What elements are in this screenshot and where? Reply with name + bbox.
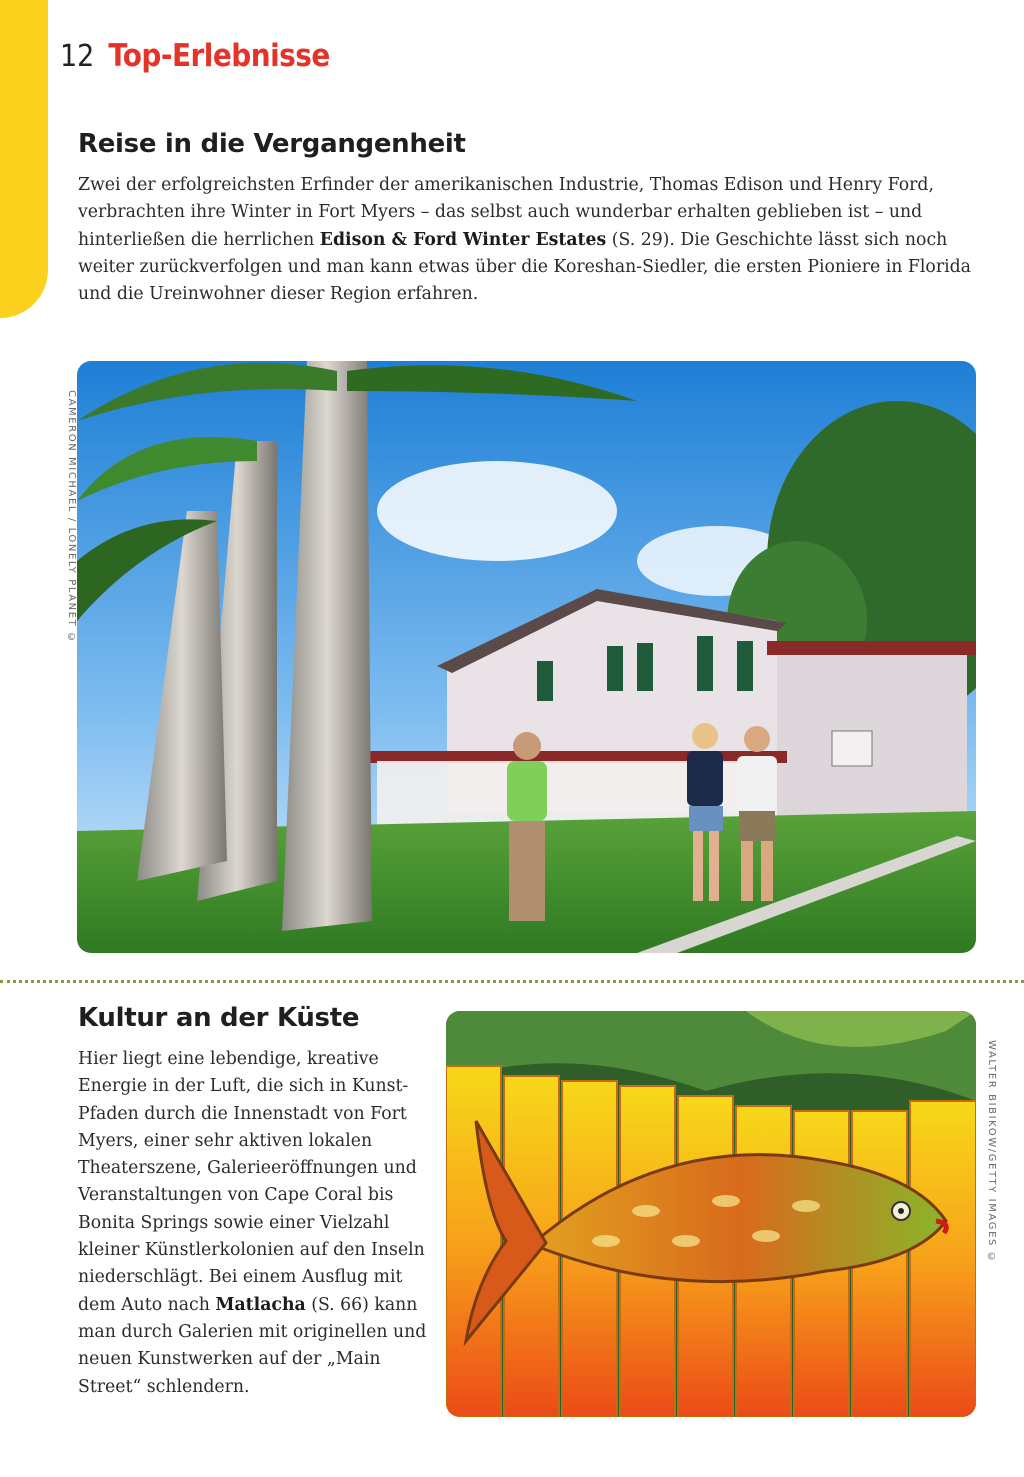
page-header	[60, 38, 330, 74]
section-title: Top-Erlebnisse	[108, 38, 330, 74]
article1-text: Zwei der erfolgreichsten Erfinder der amerikanischen Industrie, Thomas Edison und Henry Ford, verbrachten ihre Winter in Fort Myers – das selbst auch wunderbar erhalten geblieben ist – und hinterließen die herrlichen Edison & Ford Winter Estates (S. 29). Die Geschichte lässt sich noch weiter zurückverfolgen und man kann etwas über die Koreshan-Siedler, die ersten Pioniere in Florida und die Ureinwohner dieser Region erfahren.	[78, 175, 971, 305]
article2-heading: Kultur an der Küste	[78, 1003, 360, 1033]
article1-heading: Reise in die Vergangenheit	[78, 129, 466, 159]
photo2-credit: WALTER BIBIKOW/GETTY IMAGES ©	[986, 1040, 997, 1265]
article2-text: Hier liegt eine lebendige, kreative Energie in der Luft, die sich in Kunst-Pfaden durch die Innenstadt von Fort Myers, einer sehr aktiven lokalen Theaterszene, Galerieeröffnungen und Veranstaltungen von Cape Coral bis Bonita Springs sowie einer Vielzahl kleiner Künstlerkolonien auf den Inseln niederschlägt. Bei einem Ausflug mit dem Auto nach Matlacha (S. 66) kann man durch Galerien mit originellen und neuen Kunstwerken auf der „Main Street“ schlendern.	[78, 1049, 427, 1397]
article1-bold-link: Edison & Ford Winter Estates	[319, 229, 607, 250]
page-number: 12	[60, 39, 95, 74]
yellow-side-tab	[0, 0, 48, 318]
fish-art-photo	[446, 1011, 976, 1417]
photo1-credit: CAMERON MICHAEL / LONELY PLANET ©	[66, 390, 77, 645]
section-divider	[0, 980, 1024, 983]
edison-estate-photo	[77, 361, 976, 953]
article2-bold-link: Matlacha	[215, 1294, 306, 1315]
